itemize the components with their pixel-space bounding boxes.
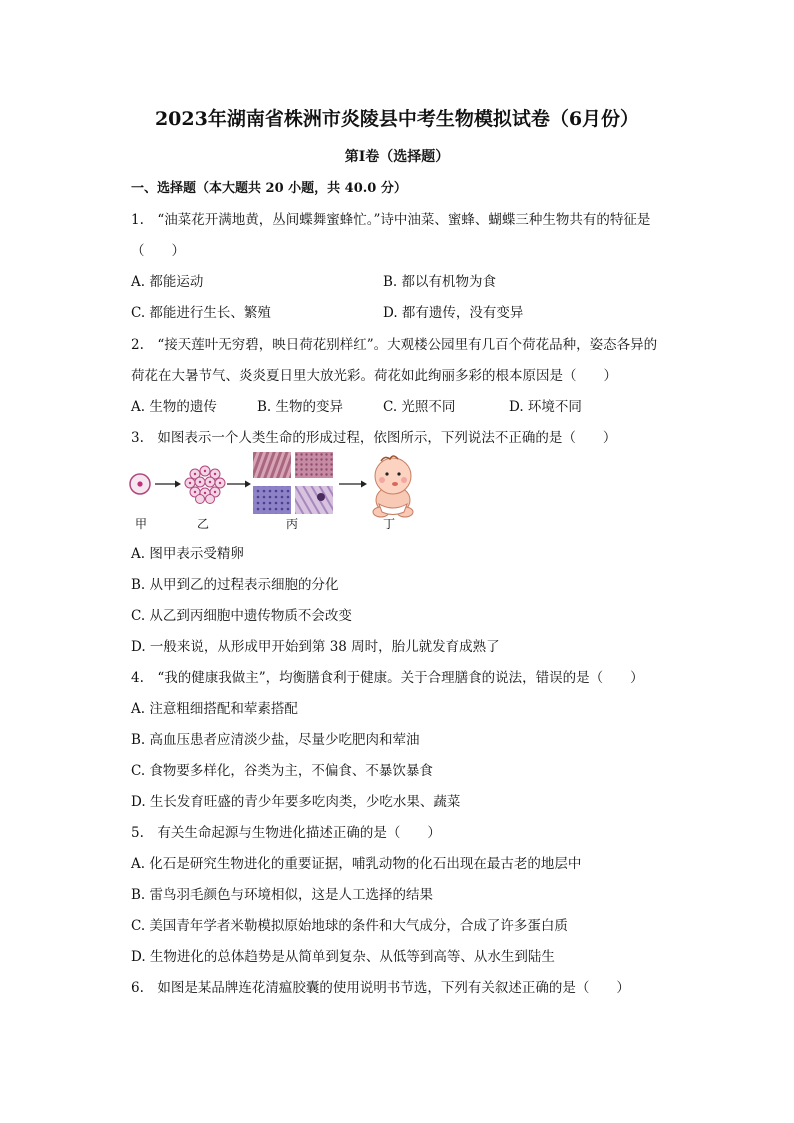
q1-option-c: C. 都能进行生长、繁殖 <box>131 305 271 321</box>
q5-option-c: C. 美国青年学者米勒模拟原始地球的条件和大气成分，合成了许多蛋白质 <box>131 918 568 934</box>
figure-label-ding: 丁 <box>383 517 396 531</box>
figure-label-bing: 丙 <box>286 517 299 531</box>
q3-option-a: A. 图甲表示受精卵 <box>131 546 244 562</box>
zygote-cell <box>130 474 150 494</box>
q5-option-a: A. 化石是研究生物进化的重要证据，哺乳动物的化石出现在最古老的地层中 <box>131 856 582 872</box>
q3-option-b: B. 从甲到乙的过程表示细胞的分化 <box>131 577 339 593</box>
q2-option-d: D. 环境不同 <box>509 399 582 415</box>
q1-stem-line2: （ ） <box>131 243 185 259</box>
q4-option-b: B. 高血压患者应清淡少盐，尽量少吃肥肉和荤油 <box>131 732 420 748</box>
q2-stem-line1: 2. “接天莲叶无穷碧，映日荷花别样红”。大观楼公园里有几百个荷花品种，姿态各异的 <box>131 337 658 353</box>
q1-option-b: B. 都以有机物为食 <box>383 274 497 290</box>
volume-subtitle: 第I卷（选择题） <box>344 149 450 165</box>
q3-option-c: C. 从乙到丙细胞中遗传物质不会改变 <box>131 608 352 624</box>
q4-stem: 4. “我的健康我做主”，均衡膳食利于健康。关于合理膳食的说法，错误的是（ ） <box>131 670 644 686</box>
q1-option-a: A. 都能运动 <box>131 274 204 290</box>
q5-option-b: B. 雷鸟羽毛颜色与环境相似，这是人工选择的结果 <box>131 887 434 903</box>
q2-stem-line2: 荷花在大暑节气、炎炎夏日里大放光彩。荷花如此绚丽多彩的根本原因是（ ） <box>131 368 617 384</box>
q2-option-b: B. 生物的变异 <box>257 399 344 415</box>
tissue-images <box>253 452 333 514</box>
page-title: 2023年湖南省株洲市炎陵县中考生物模拟试卷（6月份） <box>154 108 640 130</box>
q4-option-d: D. 生长发育旺盛的青少年要多吃肉类，少吃水果、蔬菜 <box>131 794 461 810</box>
arrow-icon <box>339 481 367 488</box>
section-heading: 一、选择题（本大题共 20 小题，共 40.0 分） <box>131 181 407 196</box>
q3-stem: 3. 如图表示一个人类生命的形成过程，依图所示，下列说法不正确的是（ ） <box>131 430 617 446</box>
q4-option-c: C. 食物要多样化，谷类为主，不偏食、不暴饮暴食 <box>131 763 433 779</box>
q2-option-a: A. 生物的遗传 <box>131 399 217 415</box>
q3-option-d: D. 一般来说，从形成甲开始到第 38 周时，胎儿就发育成熟了 <box>131 639 500 655</box>
figure-label-jia: 甲 <box>135 517 148 531</box>
q1-option-d: D. 都有遗传，没有变异 <box>383 305 524 321</box>
q5-stem: 5. 有关生命起源与生物进化描述正确的是（ ） <box>131 825 441 841</box>
arrow-icon <box>155 481 181 488</box>
q4-option-a: A. 注意粗细搭配和荤素搭配 <box>131 701 298 717</box>
q2-option-c: C. 光照不同 <box>383 399 456 415</box>
figure-label-yi: 乙 <box>197 517 210 531</box>
q1-stem-line1: 1. “油菜花开满地黄，丛间蝶舞蜜蜂忙。”诗中油菜、蜜蜂、蝴蝶三种生物共有的特征是 <box>131 212 651 228</box>
q5-option-d: D. 生物进化的总体趋势是从简单到复杂、从低等到高等、从水生到陆生 <box>131 949 555 965</box>
q6-stem: 6. 如图是某品牌连花清瘟胶囊的使用说明书节选，下列有关叙述正确的是（ ） <box>131 980 630 996</box>
baby-illustration <box>373 456 413 517</box>
arrow-icon <box>227 481 251 488</box>
